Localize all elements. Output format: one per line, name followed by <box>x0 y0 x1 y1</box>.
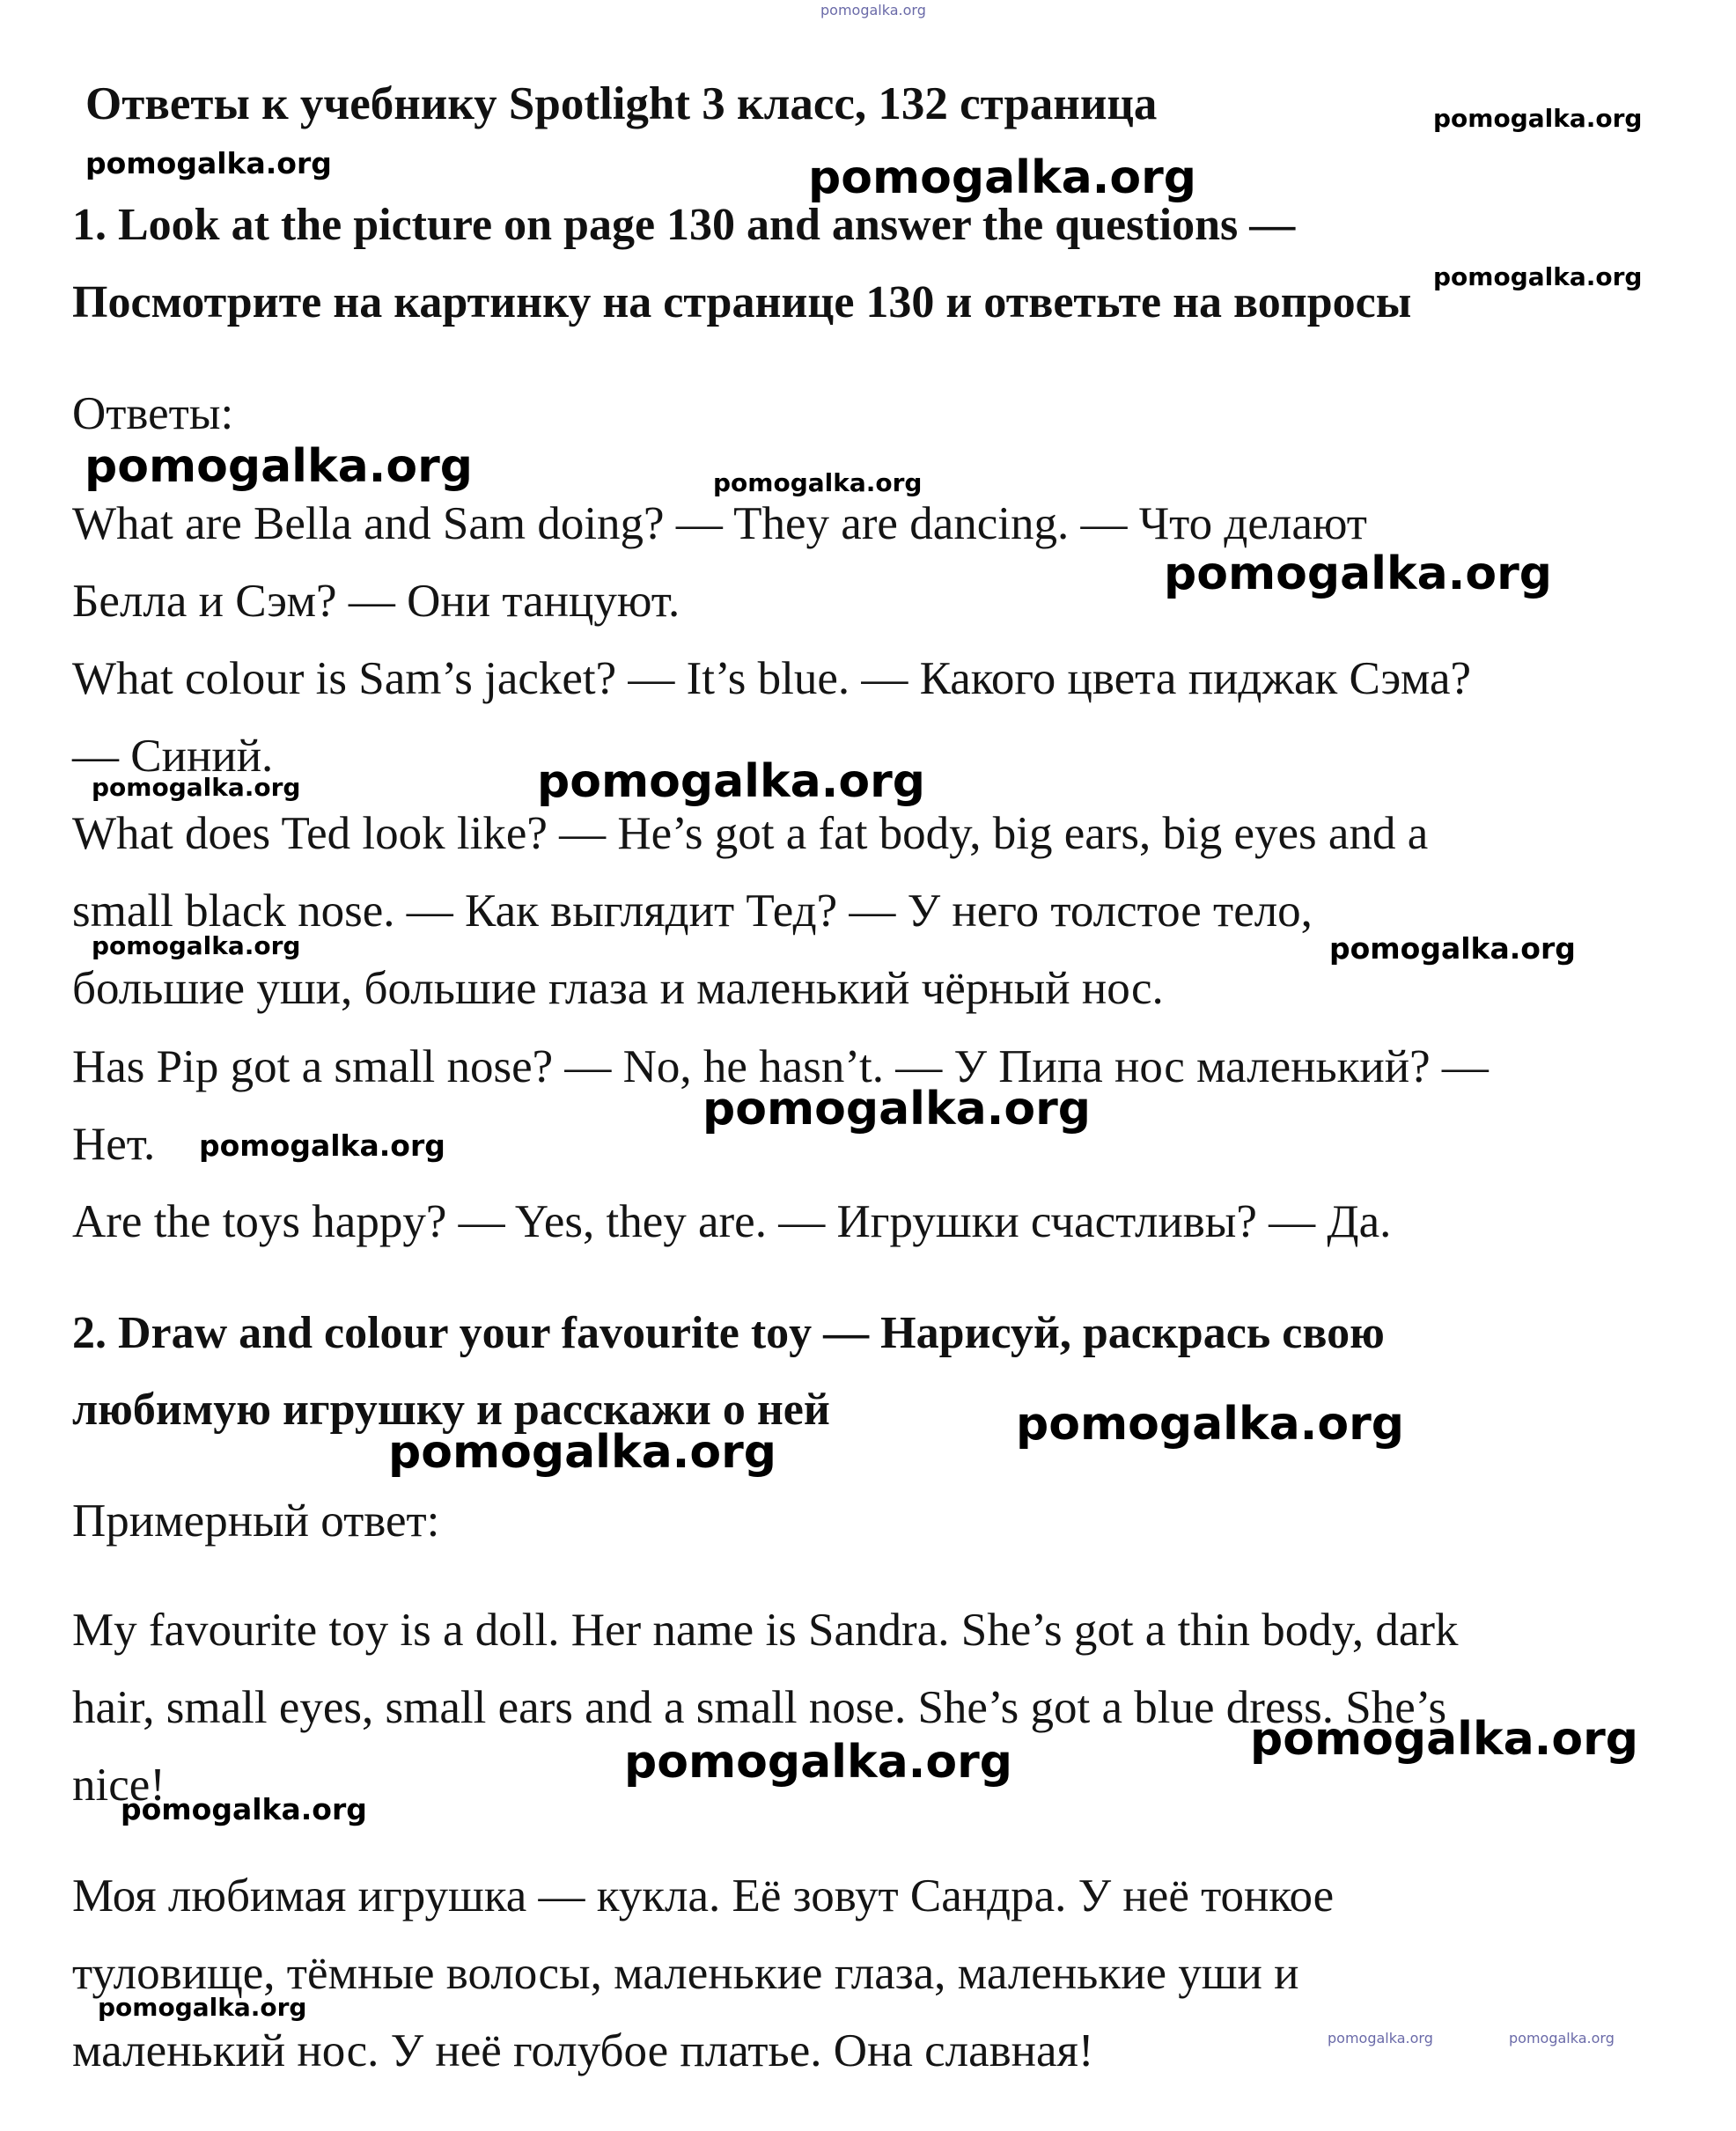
answer-line: What does Ted look like? — He’s got a fat body, big ears, big eyes and a <box>72 808 1429 859</box>
watermark: pomogalka.org <box>537 755 926 808</box>
answer-line: What are Bella and Sam doing? — They are dancing. — Что делают <box>72 498 1367 549</box>
watermark: pomogalka.org <box>1329 931 1576 966</box>
page-title: Ответы к учебнику Spotlight 3 класс, 132 страница <box>85 78 1158 129</box>
answer-line: Белла и Сэм? — Они танцуют. <box>72 576 680 627</box>
answer-line: What colour is Sam’s jacket? — It’s blue. — Какого цвета пиджак Сэма? <box>72 653 1472 704</box>
watermark: pomogalka.org <box>702 1083 1092 1135</box>
watermark: pomogalka.org <box>121 1792 367 1826</box>
russian-answer-line: маленький нос. У неё голубое платье. Она славная! <box>72 2025 1094 2076</box>
watermark: pomogalka.org <box>808 151 1197 204</box>
watermark: pomogalka.org <box>388 1426 777 1479</box>
answers-label: Ответы: <box>72 388 234 439</box>
watermark: pomogalka.org <box>85 440 474 493</box>
watermark: pomogalka.org <box>98 1993 307 2022</box>
watermark: pomogalka.org <box>624 1736 1013 1789</box>
watermark: pomogalka.org <box>1433 104 1643 133</box>
watermark: pomogalka.org <box>1164 547 1553 600</box>
answer-line: small black nose. — Как выглядит Тед? — У него толстое тело, <box>72 885 1313 937</box>
english-answer-line: nice! <box>72 1760 166 1811</box>
answer-line: Has Pip got a small nose? — No, he hasn’t. — У Пипа нос маленький? — <box>72 1041 1489 1092</box>
watermark: pomogalka.org <box>92 773 301 802</box>
answer-line: большие уши, большие глаза и маленький чёрный нос. <box>72 963 1164 1014</box>
english-answer-line: hair, small eyes, small ears and a small nose. She’s got a blue dress. She’s <box>72 1682 1447 1733</box>
watermark: pomogalka.org <box>1016 1398 1405 1451</box>
watermark: pomogalka.org <box>820 2 926 18</box>
exercise-1-heading-line-1: 1. Look at the picture on page 130 and answer the questions — <box>72 200 1296 250</box>
watermark: pomogalka.org <box>199 1128 445 1163</box>
russian-answer-line: туловище, тёмные волосы, маленькие глаза, маленькие уши и <box>72 1948 1299 1999</box>
answer-line: — Синий. <box>72 731 274 782</box>
watermark: pomogalka.org <box>1328 2030 1433 2046</box>
answer-line: Are the toys happy? — Yes, they are. — Игрушки счастливы? — Да. <box>72 1196 1392 1247</box>
watermark: pomogalka.org <box>713 468 923 497</box>
sample-answer-label: Примерный ответ: <box>72 1495 440 1547</box>
watermark: pomogalka.org <box>92 931 301 960</box>
watermark: pomogalka.org <box>1509 2030 1615 2046</box>
answer-line: Нет. <box>72 1119 156 1170</box>
watermark: pomogalka.org <box>1433 262 1643 291</box>
exercise-2-heading-line-2: любимую игрушку и расскажи о ней <box>72 1385 830 1435</box>
english-answer-line: My favourite toy is a doll. Her name is Sandra. She’s got a thin body, dark <box>72 1605 1459 1656</box>
watermark: pomogalka.org <box>1250 1713 1639 1766</box>
exercise-2-heading-line-1: 2. Draw and colour your favourite toy — Нарисуй, раскрась свою <box>72 1308 1385 1358</box>
russian-answer-line: Моя любимая игрушка — кукла. Её зовут Сандра. У неё тонкое <box>72 1870 1335 1922</box>
watermark: pomogalka.org <box>85 146 332 180</box>
exercise-1-heading-line-2: Посмотрите на картинку на странице 130 и ответьте на вопросы <box>72 277 1412 327</box>
